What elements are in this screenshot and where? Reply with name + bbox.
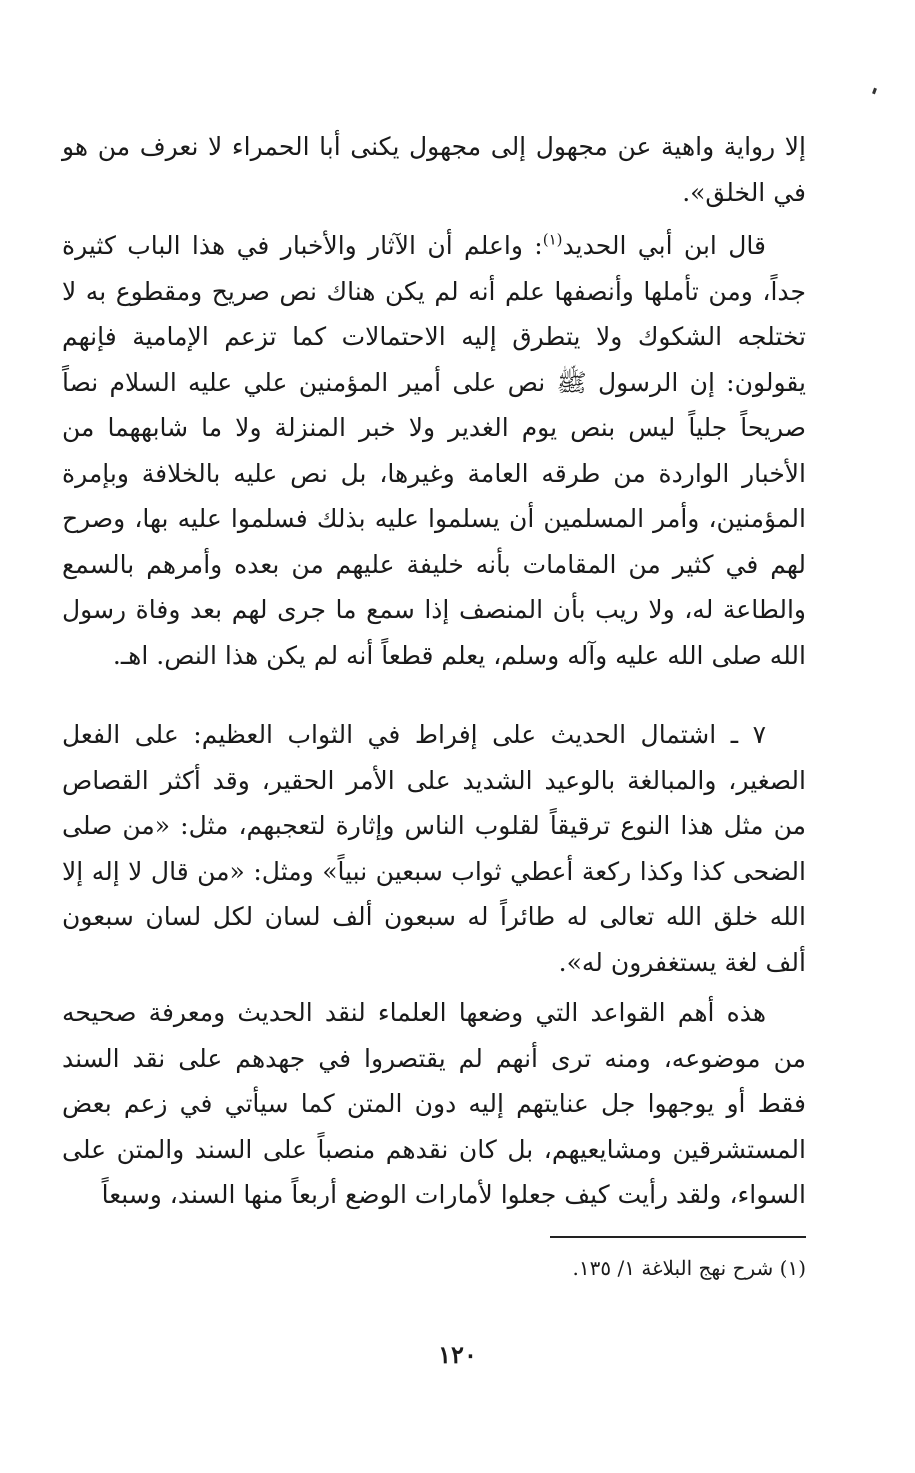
paragraph-2-text [62, 223, 806, 678]
paragraph-4 [62, 990, 806, 1218]
paragraph-4-text: هذه أهم القواعد التي وضعها العلماء لنقد الحديث ومعرفة صحيحه من موضوعه، ومنه ترى أنهم لم يقتصروا في جهدهم على نقد السند فقط أو يوجهوا جل عنايتهم إليه دون المتن كما سيأتي في زعم بعض المستشرقين ومشايعيهم، بل كان نقدهم منصباً على السند والمتن على السواء، ولقد رأيت كيف جعلوا لأمارات الوضع أربعاً منها السند، وسبعاً [62, 998, 806, 1209]
paragraph-2-lead: قال ابن أبي الحديد [562, 231, 766, 260]
paragraph-1-text: إلا رواية واهية عن مجهول إلى مجهول يكنى أبا الحمراء لا نعرف من هو في الخلق». [62, 132, 806, 207]
footnote-divider [550, 1236, 806, 1238]
paragraph-2 [62, 223, 806, 678]
footnote-marker: (١) [542, 230, 563, 249]
paragraph-3-text: ٧ ـ اشتمال الحديث على إفراط في الثواب العظيم: على الفعل الصغير، والمبالغة بالوعيد الشديد على الأمر الحقير، وقد أكثر القصاص من مثل هذا النوع ترقيقاً لقلوب الناس وإثارة لتعجبهم، مثل: «من صلى الضحى كذا وكذا ركعة أعطي ثواب سبعين نبياً» ومثل: «من قال لا إله إلا الله خلق الله تعالى له طائراً له سبعون ألف لسان لكل لسان سبعون ألف لغة يستغفرون له». [62, 720, 806, 977]
paragraph-1 [62, 124, 806, 215]
paragraph-3 [62, 712, 806, 985]
page-number: ١٢٠ [438, 1340, 477, 1369]
footnote: (١) شرح نهج البلاغة ١/ ١٣٥. [572, 1256, 806, 1280]
paragraph-2-body: : واعلم أن الآثار والأخبار في هذا الباب كثيرة جداً، ومن تأملها وأنصفها علم أنه لم يكن هناك نص صريح ومقطوع به لا تختلجه الشكوك ولا يتطرق إليه الاحتمالات كما تزعم الإمامية فإنهم يقولون: إن الرسول ﷺ نص على أمير المؤمنين علي عليه السلام نصاً صريحاً جلياً ليس بنص يوم الغدير ولا خبر المنزلة ولا ما شابههما من الأخبار الواردة من طرقه العامة وغيرها، بل نص عليه بالخلافة وبإمرة المؤمنين، وأمر المسلمين أن يسلموا عليه بذلك فسلموا عليه بها، وصرح لهم في كثير من المقامات بأنه خليفة عليهم من بعده وأمرهم بالسمع والطاعة له، ولا ريب بأن المنصف إذا سمع ما جرى لهم بعد وفاة رسول الله صلى الله عليه وآله وسلم، يعلم قطعاً أنه لم يكن هذا النص. اهـ. [62, 231, 806, 670]
scan-speck [872, 88, 877, 95]
